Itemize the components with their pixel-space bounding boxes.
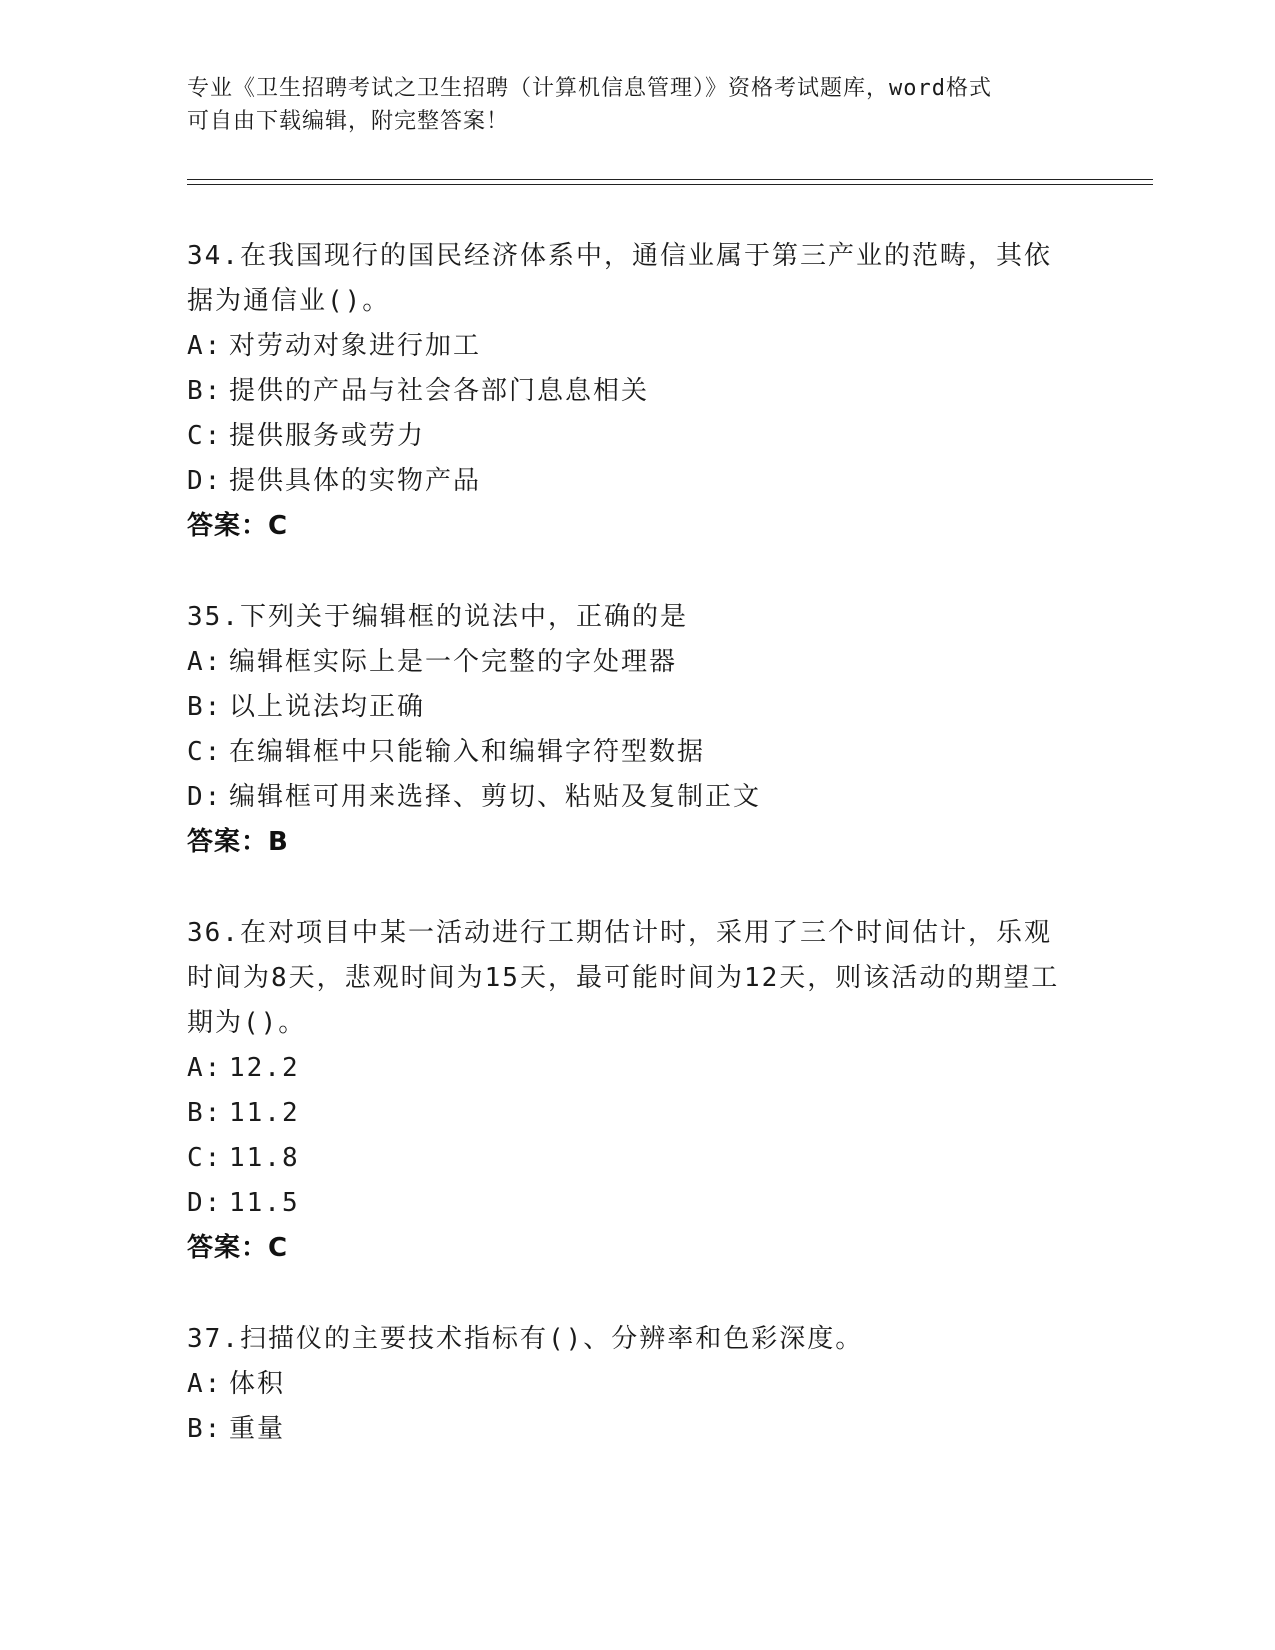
document-header — [187, 72, 1087, 138]
answer-label: 答案：B — [187, 827, 289, 857]
option-letter: A: — [187, 1053, 223, 1083]
option-b — [187, 1407, 1077, 1452]
option-d — [187, 775, 1077, 820]
option-a — [187, 324, 1077, 369]
question-34 — [187, 234, 1077, 549]
header-line-1: 专业《卫生招聘考试之卫生招聘（计算机信息管理）》资格考试题库，word格式 — [187, 76, 992, 101]
option-letter: A: — [187, 331, 223, 361]
question-list — [187, 234, 1077, 1498]
question-stem: 37.扫描仪的主要技术指标有()、分辨率和色彩深度。 — [187, 1324, 864, 1354]
option-text: 编辑框实际上是一个完整的字处理器 — [229, 647, 678, 677]
option-text: 提供具体的实物产品 — [229, 466, 482, 496]
question-36 — [187, 911, 1077, 1271]
answer-label: 答案：C — [187, 511, 289, 541]
option-c — [187, 730, 1077, 775]
option-letter: B: — [187, 376, 223, 406]
header-divider-top — [187, 179, 1153, 180]
question-stem: 35.下列关于编辑框的说法中，正确的是 — [187, 602, 688, 632]
option-letter: B: — [187, 1098, 223, 1128]
option-a — [187, 1362, 1077, 1407]
option-text: 重量 — [229, 1414, 286, 1444]
option-c — [187, 414, 1077, 459]
option-text: 12.2 — [229, 1053, 300, 1083]
option-text: 体积 — [229, 1369, 286, 1399]
option-text: 11.8 — [229, 1143, 300, 1173]
option-letter: A: — [187, 1369, 223, 1399]
question-35 — [187, 595, 1077, 865]
option-text: 以上说法均正确 — [229, 692, 426, 722]
option-text: 11.2 — [229, 1098, 300, 1128]
option-letter: D: — [187, 466, 223, 496]
option-d — [187, 1181, 1077, 1226]
option-text: 在编辑框中只能输入和编辑字符型数据 — [229, 737, 706, 767]
option-letter: D: — [187, 1188, 223, 1218]
option-c — [187, 1136, 1077, 1181]
option-letter: C: — [187, 1143, 223, 1173]
option-letter: B: — [187, 692, 223, 722]
option-text: 11.5 — [229, 1188, 300, 1218]
question-stem: 36.在对项目中某一活动进行工期估计时，采用了三个时间估计，乐观时间为8天，悲观时间为15天，最可能时间为12天，则该活动的期望工期为()。 — [187, 918, 1060, 1038]
option-letter: C: — [187, 737, 223, 767]
option-a — [187, 1046, 1077, 1091]
option-text: 提供的产品与社会各部门息息相关 — [229, 376, 650, 406]
option-d — [187, 459, 1077, 504]
option-letter: D: — [187, 782, 223, 812]
option-text: 对劳动对象进行加工 — [229, 331, 482, 361]
option-a — [187, 640, 1077, 685]
option-letter: B: — [187, 1414, 223, 1444]
option-b — [187, 1091, 1077, 1136]
option-text: 提供服务或劳力 — [229, 421, 426, 451]
option-letter: C: — [187, 421, 223, 451]
option-letter: A: — [187, 647, 223, 677]
option-b — [187, 369, 1077, 414]
header-divider-bottom — [187, 184, 1153, 185]
question-37 — [187, 1317, 1077, 1452]
answer-label: 答案：C — [187, 1233, 289, 1263]
header-line-2: 可自由下载编辑，附完整答案！ — [187, 109, 510, 134]
option-text: 编辑框可用来选择、剪切、粘贴及复制正文 — [229, 782, 762, 812]
option-b — [187, 685, 1077, 730]
question-stem: 34.在我国现行的国民经济体系中，通信业属于第三产业的范畴，其依据为通信业()。 — [187, 241, 1052, 316]
